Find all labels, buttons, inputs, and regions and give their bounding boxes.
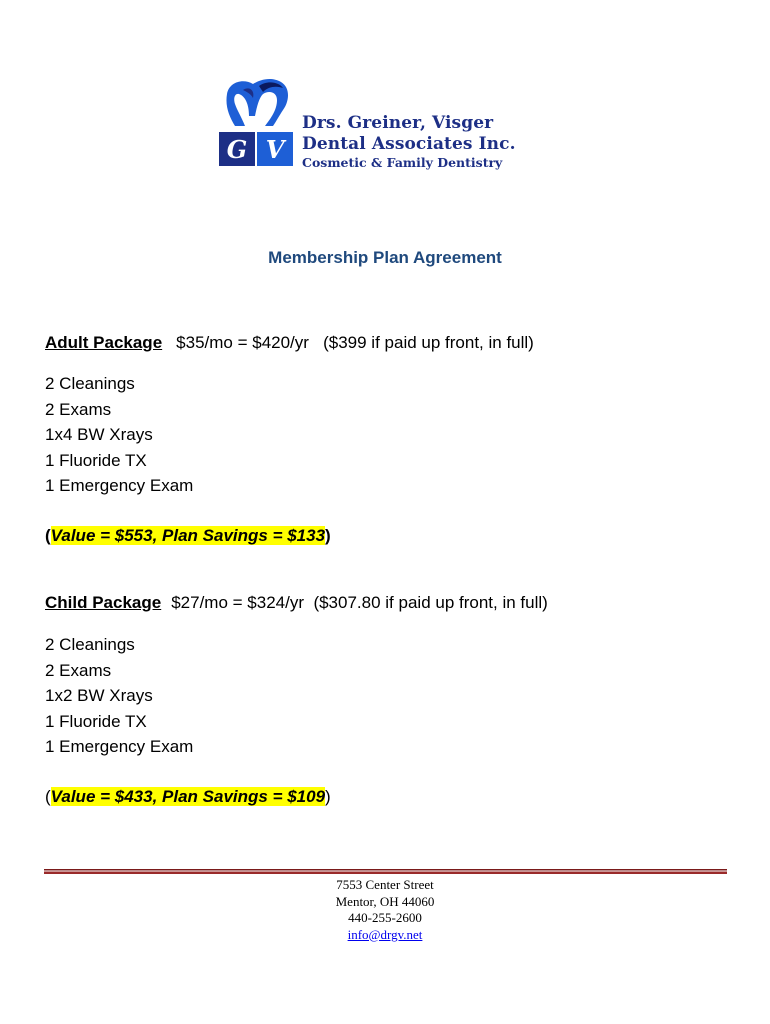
adult-package-name: Adult Package — [45, 333, 163, 352]
footer-divider — [44, 869, 727, 874]
tooth-logo-icon — [219, 76, 295, 172]
adult-value-line — [45, 526, 331, 546]
paren-open: ( — [45, 526, 51, 545]
list-item: 2 Cleanings — [45, 635, 135, 654]
child-items-list — [45, 632, 193, 760]
list-item: 2 Exams — [45, 660, 112, 680]
list-item: 1 Fluoride TX — [45, 711, 147, 731]
footer-address — [0, 877, 770, 943]
adult-package-header — [45, 333, 534, 353]
list-item: 2 Exams — [45, 399, 112, 419]
child-value-line — [45, 787, 331, 807]
logo-line-2: Dental Associates Inc. — [302, 134, 516, 154]
monogram-g: G — [226, 135, 248, 164]
list-item: 2 Cleanings — [45, 374, 135, 393]
list-item: 1 Emergency Exam — [45, 476, 194, 495]
logo-text — [302, 113, 516, 170]
footer-street: 7553 Center Street — [336, 877, 434, 892]
child-value-highlight: Value = $433, Plan Savings = $109 — [50, 787, 326, 806]
child-package-header — [45, 593, 548, 613]
adult-value-highlight: Value = $553, Plan Savings = $133 — [50, 526, 326, 545]
adult-package-price: $35/mo = $420/yr ($399 if paid up front, in full) — [176, 333, 534, 352]
paren-open: ( — [45, 787, 51, 806]
practice-logo — [219, 76, 559, 172]
document-title: Membership Plan Agreement — [268, 248, 502, 267]
list-item: 1 Emergency Exam — [45, 737, 194, 756]
paren-close: ) — [325, 526, 331, 545]
paren-close: ) — [325, 787, 331, 806]
footer-phone: 440-255-2600 — [348, 910, 422, 925]
list-item: 1x2 BW Xrays — [45, 686, 153, 705]
monogram-v: V — [265, 135, 285, 164]
list-item: 1 Fluoride TX — [45, 450, 147, 470]
footer-email-link[interactable]: info@drgv.net — [347, 926, 423, 942]
adult-items-list — [45, 371, 193, 499]
logo-line-3: Cosmetic & Family Dentistry — [302, 155, 503, 170]
list-item: 1x4 BW Xrays — [45, 425, 153, 444]
logo-line-1: Drs. Greiner, Visger — [302, 113, 494, 133]
footer-city: Mentor, OH 44060 — [335, 893, 435, 909]
child-package-price: $27/mo = $324/yr ($307.80 if paid up front, in full) — [171, 593, 548, 612]
child-package-name: Child Package — [45, 593, 162, 612]
